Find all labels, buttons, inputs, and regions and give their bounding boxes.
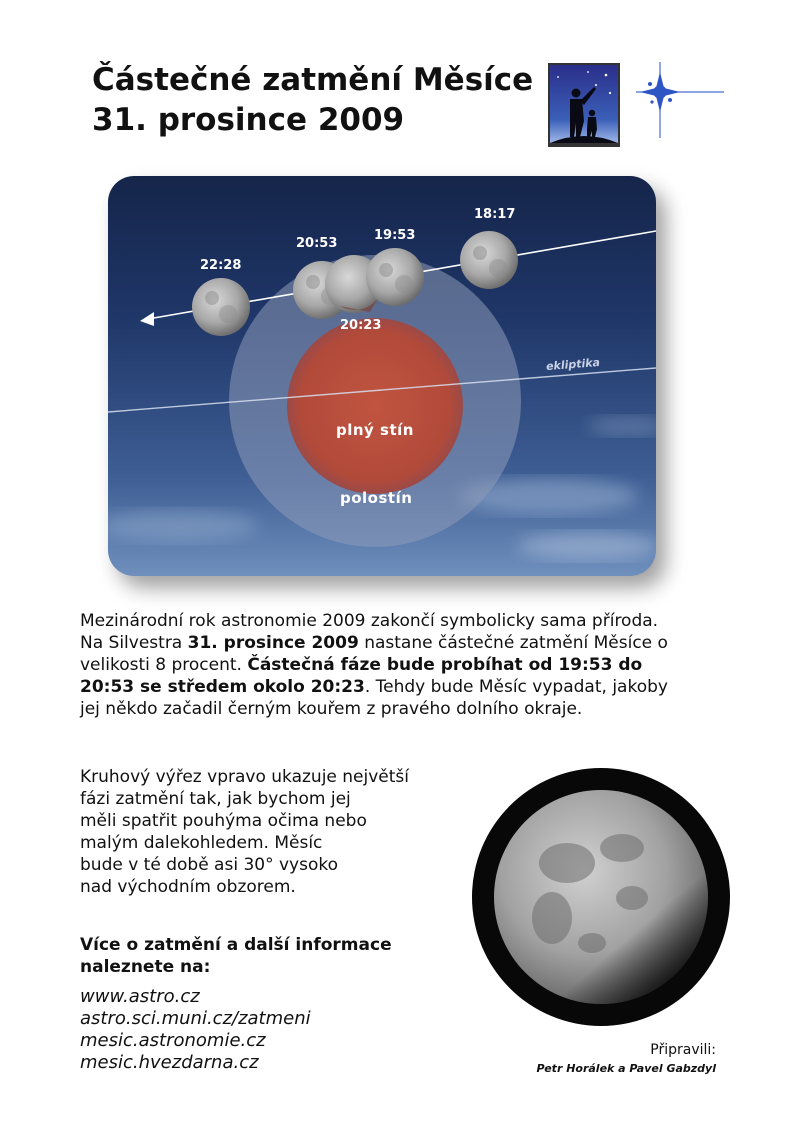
- time-label-1817: 18:17: [474, 207, 516, 222]
- moon-2228: [192, 278, 250, 336]
- intro-text-3: . Tehdy bude Měsíc vypadat, jakoby jej někdo začadil černým kouřem z pravého dolního okraje.: [80, 677, 668, 719]
- cutout-line: nad východním obzorem.: [80, 877, 296, 897]
- moon-1817: [460, 231, 518, 289]
- path-arrow-head: [140, 312, 154, 326]
- umbra-circle: [287, 318, 463, 494]
- page-title: [92, 60, 533, 140]
- cutout-line: fázi zatmění tak, jak bychom jej: [80, 789, 351, 809]
- links-list: [80, 986, 311, 1074]
- intro-text-2: nastane částečné zatmění Měsíce o velikosti 8 procent.: [80, 633, 668, 675]
- parent-child-stargazing-icon: [548, 63, 620, 147]
- credits-label: Připravili:: [650, 1042, 716, 1058]
- title-line-2: 31. prosince 2009: [92, 102, 405, 138]
- time-label-2023: 20:23: [340, 318, 382, 333]
- credits-names: Petr Horálek a Pavel Gabzdyl: [536, 1062, 716, 1075]
- eclipse-diagram: [108, 176, 656, 576]
- intro-bold-phase: Částečná fáze bude probíhat od 19:53 do 20:53 se středem okolo 20:23: [80, 655, 643, 697]
- time-label-2053: 20:53: [296, 236, 338, 251]
- ecliptic-label: ekliptika: [545, 355, 601, 374]
- link-item[interactable]: mesic.astronomie.cz: [80, 1030, 266, 1051]
- more-info-line: naleznete na:: [80, 957, 211, 977]
- penumbra-label: polostín: [340, 489, 413, 507]
- link-item[interactable]: mesic.hvezdarna.cz: [80, 1052, 259, 1073]
- link-item[interactable]: astro.sci.muni.cz/zatmeni: [80, 1008, 311, 1029]
- intro-text-1: Mezinárodní rok astronomie 2009 zakončí symbolicky sama příroda. Na Silvestra: [80, 611, 659, 653]
- cloud: [518, 532, 656, 560]
- cloud: [108, 510, 258, 542]
- cloud: [588, 416, 656, 436]
- more-info-line: Více o zatmění a další informace: [80, 935, 392, 955]
- umbra-label: plný stín: [336, 421, 414, 439]
- cutout-paragraph: [80, 766, 470, 898]
- cutout-line: měli spatřit pouhýma očima nebo: [80, 811, 367, 831]
- cutout-line: Kruhový výřez vpravo ukazuje největší: [80, 767, 410, 787]
- link-item[interactable]: www.astro.cz: [80, 986, 200, 1007]
- intro-paragraph: [80, 610, 680, 720]
- time-label-2228: 22:28: [200, 258, 242, 273]
- more-info-heading: [80, 934, 440, 978]
- intro-bold-date: 31. prosince 2009: [187, 633, 359, 653]
- time-label-1953: 19:53: [374, 228, 416, 243]
- eclipsed-moon-image: [472, 768, 730, 1026]
- star-compass-icon: [632, 60, 728, 140]
- eclipse-moon-cutout: [472, 768, 730, 1026]
- cutout-line: malým dalekohledem. Měsíc: [80, 833, 323, 853]
- moon-1953: [366, 248, 424, 306]
- cutout-line: bude v té době asi 30° vysoko: [80, 855, 339, 875]
- title-line-1: Částečné zatmění Měsíce: [92, 62, 534, 98]
